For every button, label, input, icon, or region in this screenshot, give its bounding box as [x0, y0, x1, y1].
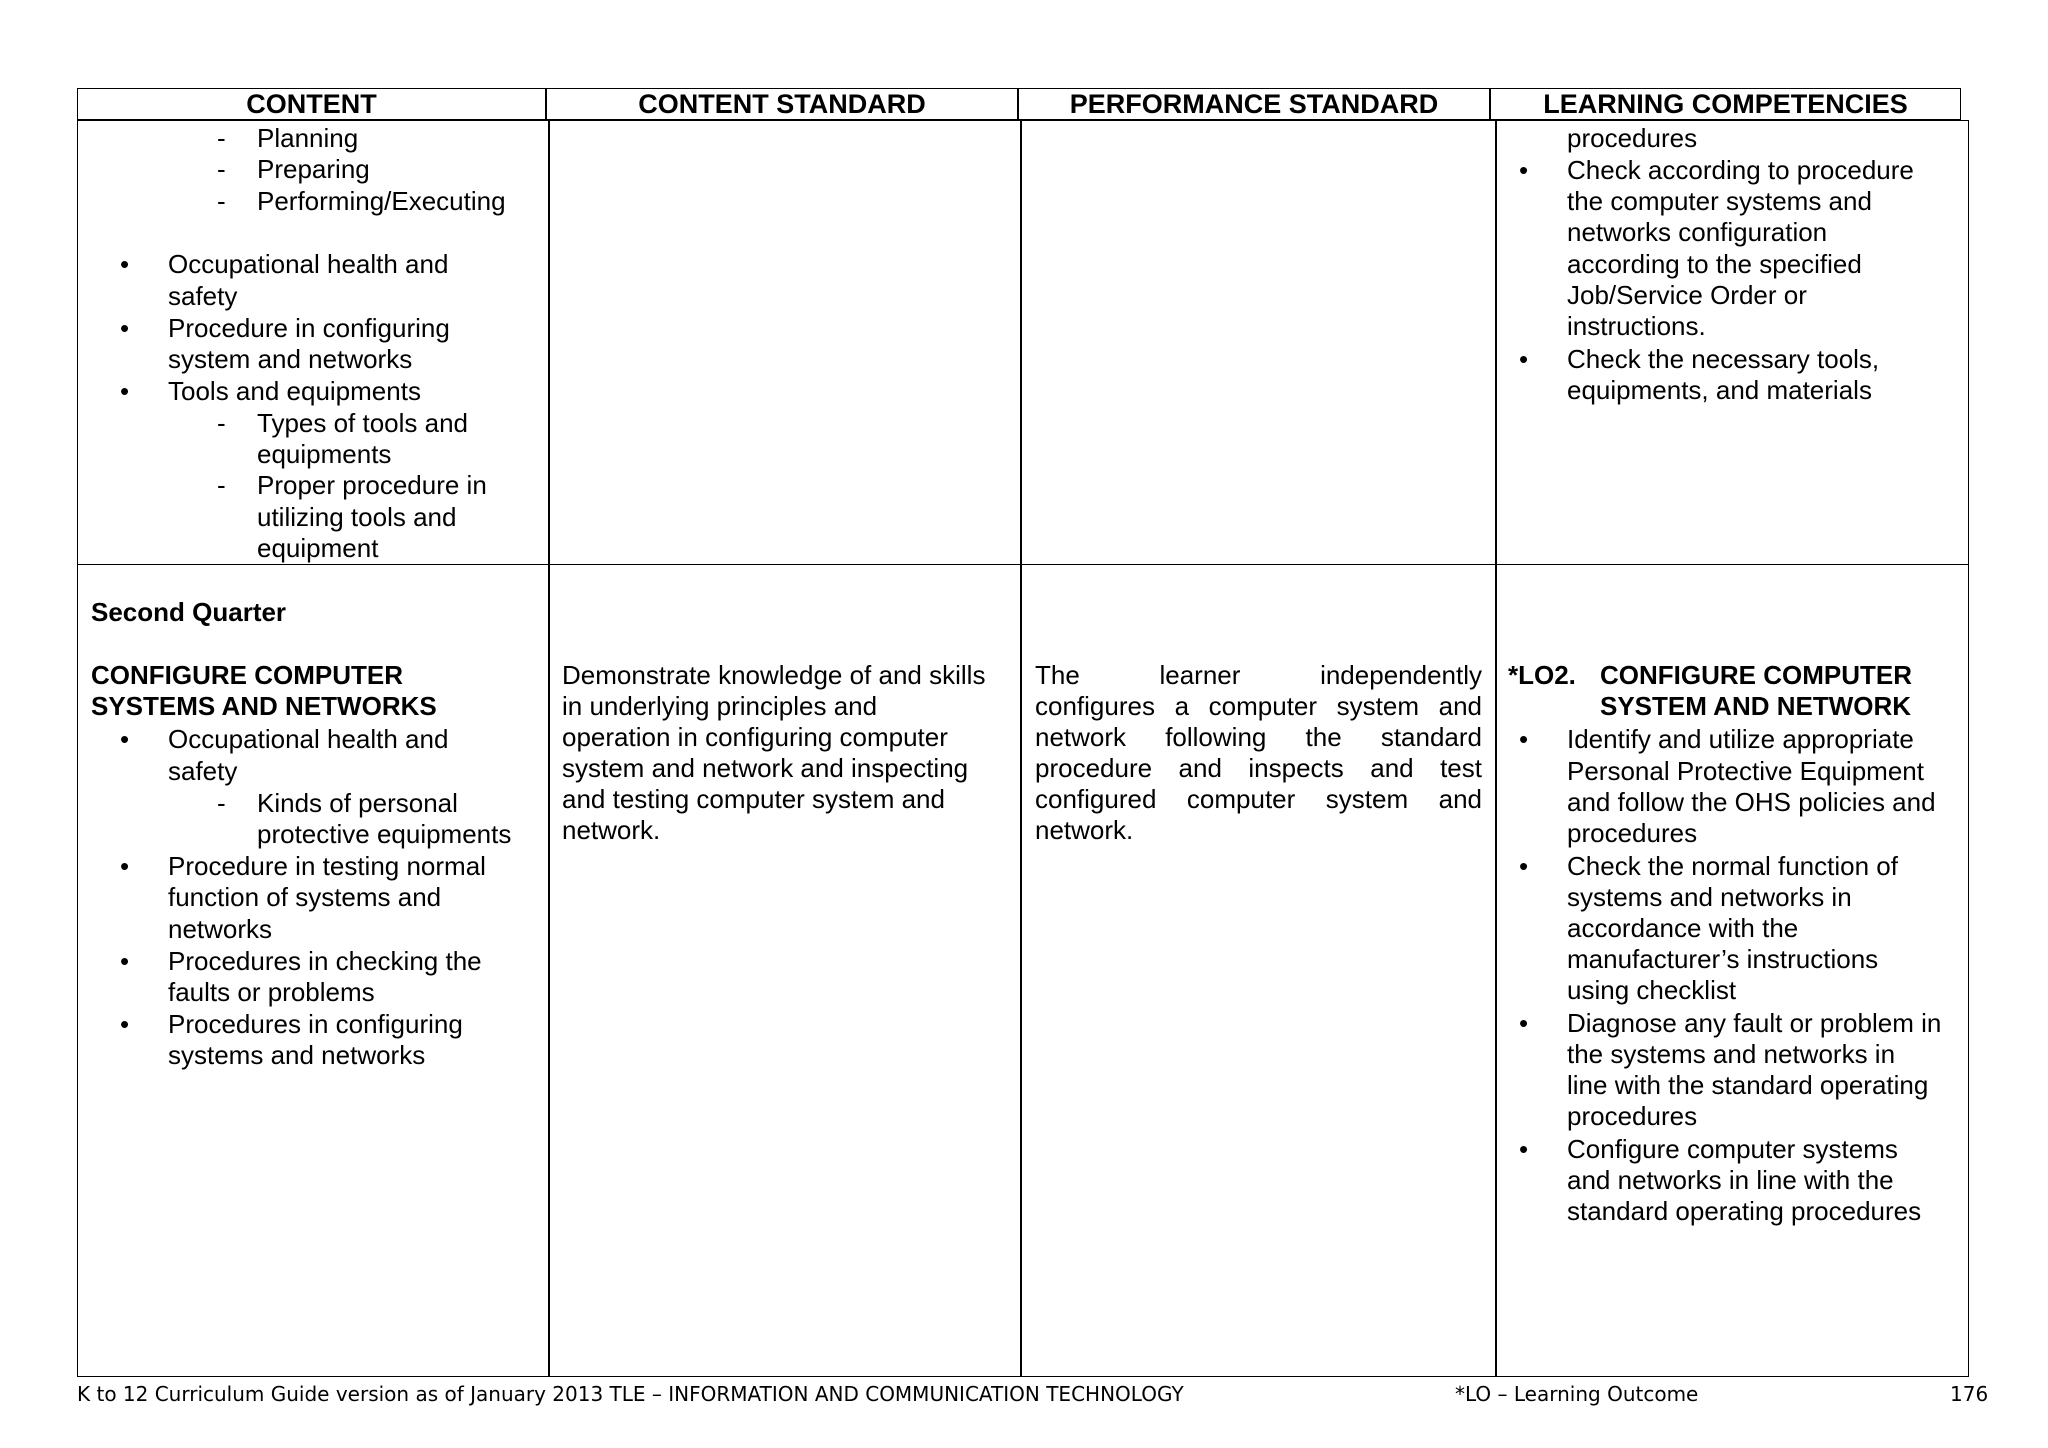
list-item: - Kinds of personal — [257, 788, 458, 820]
header-performance-standard: PERFORMANCE STANDARD — [1018, 88, 1490, 120]
standard-line: and testing computer system and — [562, 784, 945, 814]
list-item: - Performing/Executing — [257, 186, 506, 218]
list-item: - Preparing — [257, 154, 370, 186]
list-item-continuation: equipments, and materials — [1567, 375, 1872, 405]
list-item-continuation: the systems and networks in — [1567, 1039, 1896, 1069]
footer-left: K to 12 Curriculum Guide version as of January 2013 TLE – INFORMATION AND COMMUNICATION TECHNOLOGY — [77, 1382, 1184, 1406]
list-item: • Diagnose any fault or problem in — [1567, 1008, 1941, 1040]
standard-line: The learner independently — [1035, 660, 1482, 690]
row1-performance-standard-cell — [1021, 120, 1496, 565]
list-item-continuation: accordance with the — [1567, 913, 1799, 943]
list-item: • Configure computer systems — [1567, 1134, 1898, 1166]
standard-line: system and network and inspecting — [562, 753, 969, 783]
list-item-continuation: instructions. — [1567, 311, 1706, 341]
list-item-continuation: standard operating procedures — [1567, 1196, 1922, 1226]
header-content-standard: CONTENT STANDARD — [546, 88, 1018, 120]
standard-line: network. — [562, 815, 661, 845]
list-item: • Occupational health and — [168, 724, 448, 756]
list-item-continuation: safety — [168, 281, 238, 311]
list-item-continuation: according to the specified — [1567, 249, 1862, 279]
list-item: - Planning — [257, 123, 358, 155]
list-item: • Procedures in configuring — [168, 1009, 463, 1041]
list-item: • Check according to procedure — [1567, 155, 1914, 187]
list-item: • Check the necessary tools, — [1567, 344, 1879, 376]
list-item-continuation: system and networks — [168, 344, 413, 374]
list-item-continuation: Job/Service Order or — [1567, 280, 1807, 310]
list-item-continuation: faults or problems — [168, 977, 375, 1007]
standard-line: network following the standard — [1035, 722, 1482, 752]
list-item: • Occupational health and — [168, 249, 448, 281]
lo-title: SYSTEM AND NETWORK — [1600, 691, 1912, 721]
list-item-continuation: protective equipments — [257, 819, 512, 849]
list-item-continuation: networks — [168, 914, 273, 944]
lo-label: *LO2. — [1508, 660, 1576, 690]
header-learning-competencies: LEARNING COMPETENCIES — [1490, 88, 1961, 120]
list-item-continuation: equipments — [257, 439, 392, 469]
standard-line: operation in configuring computer — [562, 722, 948, 752]
standard-line: network. — [1035, 815, 1134, 845]
list-item-continuation: safety — [168, 756, 238, 786]
list-item-continuation: and networks in line with the — [1567, 1165, 1894, 1195]
header-content: CONTENT — [77, 88, 546, 120]
row1-content-standard-cell — [549, 120, 1021, 565]
list-item: • Tools and equipments — [168, 376, 421, 408]
list-item: • Identify and utilize appropriate — [1567, 724, 1914, 756]
list-item: - Proper procedure in — [257, 470, 487, 502]
list-item-continuation: the computer systems and — [1567, 186, 1872, 216]
list-item: • Check the normal function of — [1567, 851, 1898, 883]
list-item-continuation: equipment — [257, 533, 379, 563]
standard-line: configures a computer system and — [1035, 691, 1482, 721]
list-item: • Procedures in checking the — [168, 946, 482, 978]
standard-line: in underlying principles and — [562, 691, 878, 721]
list-item: • Procedure in testing normal — [168, 851, 486, 883]
section-heading: CONFIGURE COMPUTER — [91, 660, 403, 690]
standard-line: configured computer system and — [1035, 784, 1482, 814]
list-item: • Procedure in configuring — [168, 313, 450, 345]
page-number: 176 — [1950, 1382, 1989, 1406]
list-item-continuation: function of systems and — [168, 882, 442, 912]
section-heading: SYSTEMS AND NETWORKS — [91, 691, 437, 721]
list-item-continuation: Personal Protective Equipment — [1567, 756, 1924, 786]
list-item-continuation: procedures — [1567, 818, 1698, 848]
standard-line: procedure and inspects and test — [1035, 753, 1482, 783]
list-item-continuation: procedures — [1567, 123, 1698, 153]
list-item-continuation: and follow the OHS policies and — [1567, 787, 1936, 817]
list-item-continuation: using checklist — [1567, 975, 1737, 1005]
list-item-continuation: manufacturer’s instructions — [1567, 944, 1879, 974]
list-item-continuation: line with the standard operating — [1567, 1070, 1929, 1100]
list-item-continuation: systems and networks in — [1567, 882, 1852, 912]
standard-line: Demonstrate knowledge of and skills — [562, 660, 986, 690]
lo-title: CONFIGURE COMPUTER — [1600, 660, 1912, 690]
footer-lo-note: *LO – Learning Outcome — [1455, 1382, 1699, 1406]
list-item: - Types of tools and — [257, 408, 468, 440]
list-item-continuation: systems and networks — [168, 1040, 426, 1070]
quarter-label: Second Quarter — [91, 597, 287, 627]
list-item-continuation: networks configuration — [1567, 217, 1828, 247]
list-item-continuation: utilizing tools and — [257, 502, 457, 532]
list-item-continuation: procedures — [1567, 1101, 1698, 1131]
